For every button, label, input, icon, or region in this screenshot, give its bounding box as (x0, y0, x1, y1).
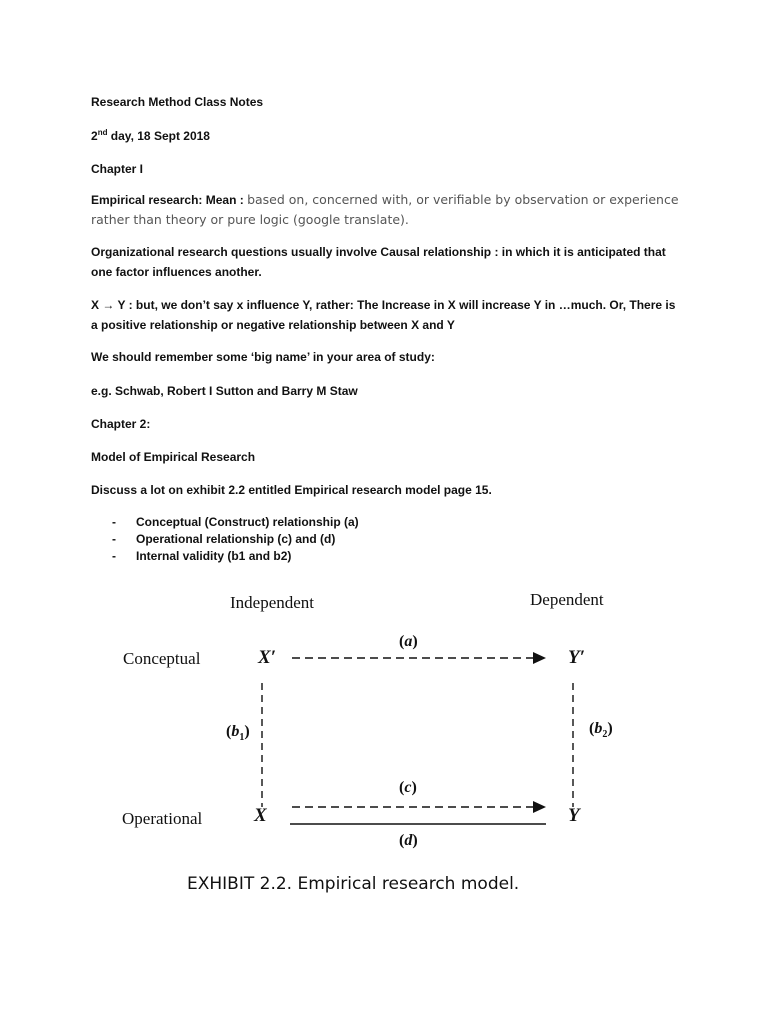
label-b2: $(b_2)$ (589, 720, 613, 741)
x-variable: X (254, 805, 267, 826)
conceptual-label: Conceptual (123, 649, 201, 668)
arrow-a-head (533, 652, 546, 664)
y-variable: Y (568, 805, 580, 826)
bullet-text: Conceptual (Construct) relationship (a) (136, 515, 359, 529)
label-b1: $(b_1)$ (226, 723, 250, 744)
date-line (91, 126, 681, 146)
label-d: (d) (399, 832, 418, 849)
document-title: Research Method Class Notes (91, 95, 264, 109)
date-superscript: nd (97, 128, 108, 137)
empirical-label: Empirical research: Mean : (91, 193, 248, 207)
y-prime-variable: Y′ (568, 647, 585, 668)
arrow-c-head (533, 801, 546, 813)
date-prefix: 2 (91, 129, 98, 143)
xy-paragraph: X → Y : but, we don’t say x influence Y, rather: The Increase in X will increase Y in …much. Or, There is a positive relationship or negative relationship between X and Y (91, 298, 676, 332)
bullet-dash: - (112, 532, 116, 546)
operational-label: Operational (122, 809, 203, 828)
empirical-definition: based on, concerned with, or verifiable by observation or experience rather than theory or pure logic (google translate). (91, 192, 679, 227)
model-heading: Model of Empirical Research (91, 450, 256, 464)
empirical-research-model-diagram (0, 585, 768, 905)
big-name-paragraph: We should remember some ‘big name’ in your area of study: (91, 350, 435, 364)
bullet-dash: - (112, 515, 116, 529)
x-prime-variable: X′ (258, 647, 277, 668)
label-c: (c) (399, 779, 417, 796)
bullet-text: Internal validity (b1 and b2) (136, 549, 292, 563)
bullet-text: Operational relationship (c) and (d) (136, 532, 336, 546)
example-paragraph: e.g. Schwab, Robert I Sutton and Barry M Staw (91, 384, 358, 398)
date-rest: day, 18 Sept 2018 (107, 129, 210, 143)
chapter-1-heading: Chapter I (91, 162, 144, 176)
label-a: (a) (399, 633, 418, 650)
discuss-paragraph: Discuss a lot on exhibit 2.2 entitled Empirical research model page 15. (91, 483, 492, 497)
chapter-2-heading: Chapter 2: (91, 417, 151, 431)
organizational-paragraph: Organizational research questions usually involve Causal relationship : in which it is anticipated that one factor influences another. (91, 245, 666, 279)
empirical-research-paragraph (91, 190, 681, 230)
dependent-label: Dependent (530, 590, 604, 609)
diagram-lines (0, 585, 768, 905)
exhibit-caption: EXHIBIT 2.2. Empirical research model. (187, 874, 520, 894)
independent-label: Independent (230, 593, 315, 612)
bullet-dash: - (112, 549, 116, 563)
